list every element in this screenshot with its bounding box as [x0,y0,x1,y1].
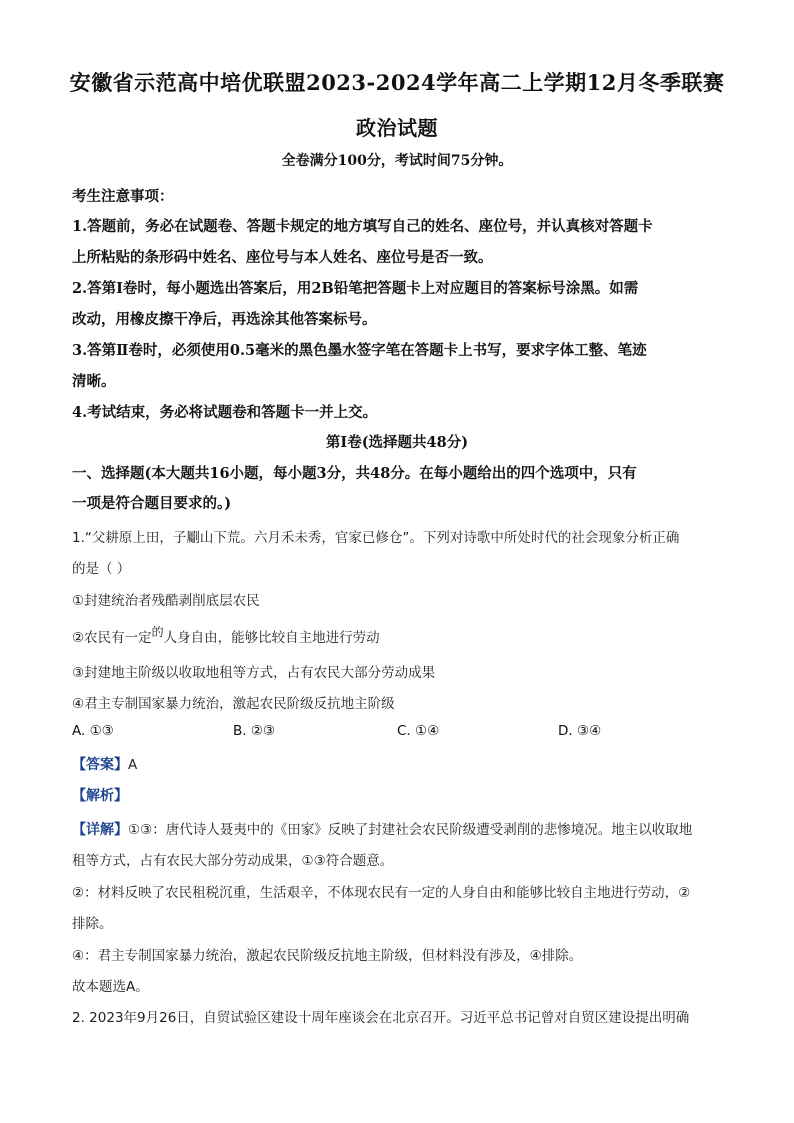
answer-row [72,754,732,774]
question-item: ①封建统治者残酷剥削底层农民 [72,593,260,609]
notice-line: 改动，用橡皮擦干净后，再选涂其他答案标号。 [72,311,377,328]
answer-options [72,723,732,743]
detail-line: ④：君主专制国家暴力统治，激起农民阶级反抗地主阶级，但材料没有涉及，④排除。 [72,948,583,964]
detail-tag: 【详解】 [72,822,128,838]
question-item-part: 人身自由，能够比较自主地进行劳动 [163,630,380,646]
notice-heading: 考生注意事项： [72,188,174,205]
subject-title: 政治试题 [356,116,438,140]
option-a: A. ①③ [72,723,114,739]
notice-line: 清晰。 [72,373,116,390]
question-item: ④君主专制国家暴力统治，激起农民阶级反抗地主阶级 [72,696,395,712]
analysis-row [72,785,732,805]
detail-line: 租等方式，占有农民大部分劳动成果，①③符合题意。 [72,853,394,869]
question-item: ③封建地主阶级以收取地租等方式，占有农民大部分劳动成果 [72,665,436,681]
question-item-part: 的 [151,626,164,639]
detail-text: ①③：唐代诗人聂夷中的《田家》反映了封建社会农民阶级遭受剥削的悲惨境况。地主以收取地 [128,822,693,838]
option-b: B. ②③ [233,723,276,739]
option-d: D. ③④ [558,723,602,739]
detail-line: 故本题选A。 [72,979,149,995]
analysis-tag: 【解析】 [72,788,128,804]
detail-line: ②：材料反映了农民租税沉重，生活艰辛，不体现农民有一定的人身自由和能够比较自主地进行劳动，② [72,885,691,901]
question-stem: 2. 2023年9月26日，自贸试验区建设十周年座谈会在北京召开。习近平总书记曾对自贸区建设提出明确 [72,1010,690,1026]
detail-line: 排除。 [72,916,113,932]
question-item [72,626,732,646]
notice-line: 3.答第Ⅱ卷时，必须使用0.5毫米的黑色墨水签字笔在答题卡上书写，要求字体工整、笔迹 [72,342,647,359]
notice-line: 2.答第Ⅰ卷时，每小题选出答案后，用2B铅笔把答题卡上对应题目的答案标号涂黑。如需 [72,280,639,297]
notice-line: 1.答题前，务必在试题卷、答题卡规定的地方填写自己的姓名、座位号，并认真核对答题卡 [72,218,653,235]
notice-line: 上所粘贴的条形码中姓名、座位号与本人姓名、座位号是否一致。 [72,249,493,266]
section-instruction: 一、选择题(本大题共16小题，每小题3分，共48分。在每小题给出的四个选项中，只有 [72,465,637,482]
question-item-part: ②农民有一定 [72,630,152,646]
answer-value: A [128,757,138,773]
section-instruction: 一项是符合题目要求的。) [72,495,232,512]
section-heading: 第Ⅰ卷(选择题共48分) [325,434,469,451]
option-c: C. ①④ [397,723,440,739]
page-title: 安徽省示范高中培优联盟2023-2024学年高二上学期12月冬季联赛 [69,70,725,95]
exam-subtitle: 全卷满分100分，考试时间75分钟。 [281,153,513,169]
detail-line [72,818,732,839]
answer-tag: 【答案】 [72,757,128,773]
notice-line: 4.考试结束，务必将试题卷和答题卡一并上交。 [72,404,378,421]
question-stem: 的是（ ） [72,561,131,577]
question-stem: 1.“父耕原上田，子劚山下荒。六月禾未秀，官家已修仓”。下列对诗歌中所处时代的社会现象分析正确 [72,530,680,546]
